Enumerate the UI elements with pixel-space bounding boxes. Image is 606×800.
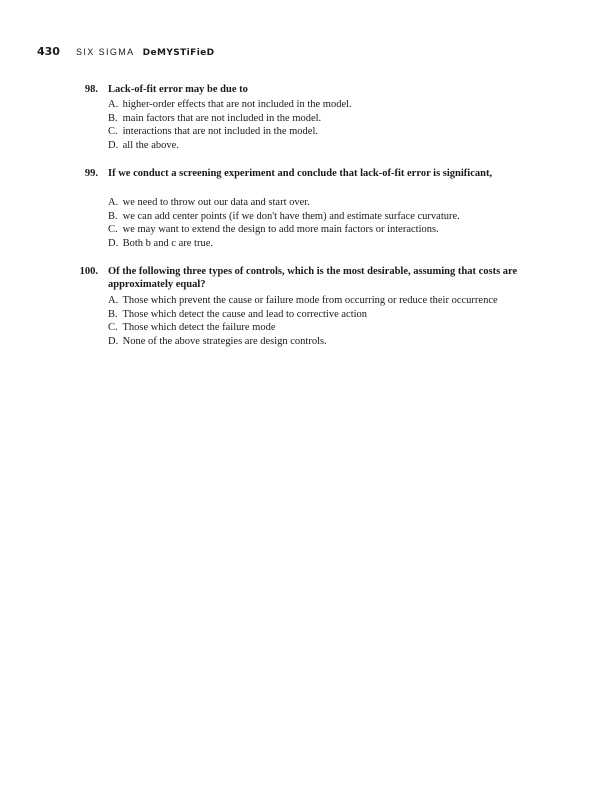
- question-stem: Of the following three types of controls, which is the most desirable, assuming that costs are approximately equal?: [108, 266, 518, 290]
- question-stem: If we conduct a screening experiment and conclude that lack-of-fit error is significant,: [108, 168, 493, 179]
- option-text: Those which detect the cause and lead to corrective action: [122, 308, 368, 320]
- option-c: [108, 321, 538, 335]
- option-list: [108, 196, 538, 250]
- option-letter: C.: [108, 126, 118, 138]
- option-letter: C.: [108, 322, 118, 334]
- option-letter: B.: [108, 112, 118, 124]
- option-text: we may want to extend the design to add more main factors or interactions.: [122, 224, 439, 236]
- option-a: [108, 196, 538, 210]
- book-title: SIX SIGMA: [75, 47, 135, 57]
- question-number: 100.: [79, 266, 98, 277]
- option-a: [108, 98, 538, 112]
- option-c: [108, 125, 538, 139]
- option-text: we need to throw out our data and start over.: [122, 197, 310, 208]
- option-b: [108, 308, 538, 322]
- book-title-group: [76, 42, 215, 60]
- option-text: Both b and c are true.: [122, 237, 214, 249]
- option-letter: B.: [108, 308, 118, 320]
- option-letter: B.: [108, 210, 118, 222]
- option-text: None of the above strategies are design controls.: [122, 335, 327, 347]
- option-b: [108, 210, 538, 224]
- option-text: higher-order effects that are not included in the model.: [122, 99, 352, 110]
- option-letter: A.: [108, 99, 119, 110]
- option-letter: A.: [108, 197, 119, 208]
- option-letter: A.: [108, 295, 119, 306]
- option-text: interactions that are not included in the model.: [122, 126, 318, 138]
- option-d: [108, 139, 538, 153]
- option-text: Those which detect the failure mode: [122, 322, 276, 334]
- option-text: all the above.: [122, 139, 179, 151]
- question-stem: Lack-of-fit error may be due to: [108, 84, 248, 95]
- option-c: [108, 223, 538, 237]
- option-text: we can add center points (if we don't have them) and estimate surface curvature.: [122, 210, 460, 222]
- running-head: [37, 42, 215, 60]
- book-subtitle: DeMYSTiFieD: [142, 48, 215, 58]
- option-list: [108, 294, 538, 348]
- option-letter: D.: [108, 335, 119, 347]
- option-b: [108, 112, 538, 126]
- option-letter: D.: [108, 237, 119, 249]
- option-text: Those which prevent the cause or failure mode from occurring or reduce their occurrence: [122, 295, 498, 306]
- option-letter: D.: [108, 139, 119, 151]
- page-number: 430: [37, 45, 60, 58]
- option-a: [108, 294, 538, 308]
- option-text: main factors that are not included in the model.: [122, 112, 322, 124]
- option-d: [108, 237, 538, 251]
- option-list: [108, 98, 538, 152]
- option-d: [108, 335, 538, 349]
- question-number: 98.: [84, 84, 98, 95]
- question-number: 99.: [84, 168, 98, 179]
- option-letter: C.: [108, 224, 118, 236]
